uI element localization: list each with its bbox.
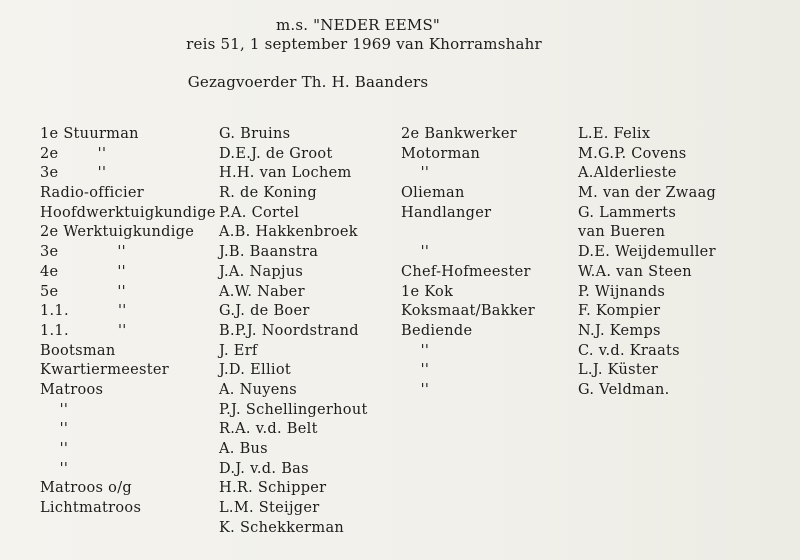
crew-rank: 1e Stuurman [40, 126, 139, 142]
crew-rank: 2e Werktuigkundige [40, 224, 195, 241]
crew-name: C. v.d. Kraats [578, 342, 680, 359]
crew-name: G. Lammerts [578, 204, 677, 221]
crew-rank: Koksmaat/Bakker [401, 303, 536, 320]
crew-rank: '' [401, 381, 430, 398]
crew-rank: 1e Kok [401, 283, 454, 300]
crew-name: L.E. Felix [578, 126, 651, 142]
crew-rank: '' [40, 421, 69, 438]
crew-name: A.W. Naber [219, 283, 305, 300]
crew-rank: Bootsman [40, 342, 116, 359]
crew-rank: 5e '' [40, 283, 126, 300]
crew-name: W.A. van Steen [578, 263, 692, 280]
right-name-column [578, 125, 716, 401]
crew-rank: '' [401, 362, 430, 379]
crew-name: D.E.J. de Groot [219, 145, 333, 162]
crew-name: F. Kompier [578, 303, 661, 320]
crew-rank: Lichtmatroos [40, 500, 142, 517]
crew-name: L.J. Küster [578, 362, 659, 379]
crew-name: R. de Koning [219, 185, 317, 202]
crew-rank: 1.1. '' [40, 322, 127, 339]
crew-rank: '' [40, 401, 69, 418]
crew-name: J. Erf [219, 342, 258, 359]
crew-name: H.R. Schipper [219, 480, 327, 497]
crew-name: M. van der Zwaag [578, 185, 717, 202]
crew-name: L.M. Steijger [219, 500, 320, 517]
crew-name: D.J. v.d. Bas [219, 460, 309, 477]
ship-name: m.s. "NEDER EEMS" [275, 16, 441, 34]
crew-rank: 2e Bankwerker [401, 126, 517, 142]
crew-name: van Bueren [578, 224, 666, 241]
crew-rank: 3e '' [40, 165, 107, 182]
crew-rank: Matroos [40, 381, 104, 398]
crew-name: G. Veldman. [578, 381, 670, 398]
crew-rank: Radio-officier [40, 185, 145, 202]
crew-rank: 1.1. '' [40, 303, 127, 320]
crew-rank: '' [401, 165, 430, 182]
crew-rank: '' [40, 460, 69, 477]
crew-rank: '' [401, 244, 430, 261]
crew-name: N.J. Kemps [578, 322, 661, 339]
crew-rank: 4e '' [40, 263, 126, 280]
crew-name: A.B. Hakkenbroek [219, 224, 358, 241]
crew-rank: '' [40, 441, 69, 457]
crew-name: J.A. Napjus [219, 263, 304, 280]
crew-name: P.A. Cortel [219, 204, 300, 221]
left-name-column [219, 125, 368, 538]
crew-name: G.J. de Boer [219, 303, 310, 320]
crew-name: A.Alderlieste [578, 165, 677, 182]
crew-name: P.J. Schellingerhout [219, 401, 368, 418]
crew-rank: Matroos o/g [40, 480, 132, 497]
crew-rank: Motorman [401, 145, 481, 162]
crew-name: R.A. v.d. Belt [219, 421, 318, 438]
crew-rank [40, 519, 216, 539]
crew-rank: Handlanger [401, 204, 492, 221]
crew-name: J.D. Elliot [219, 362, 291, 379]
captain-line: Gezagvoerder Th. H. Baanders [187, 73, 429, 91]
crew-name: G. Bruins [219, 126, 291, 142]
right-rank-column [401, 125, 535, 401]
crew-rank: Kwartiermeester [40, 362, 169, 379]
crew-name: J.B. Baanstra [219, 244, 319, 261]
crew-rank: Olieman [401, 185, 465, 202]
crew-rank: Bediende [401, 322, 473, 339]
crew-rank: 2e '' [40, 145, 107, 162]
crew-rank: Hoofdwerktuigkundige [40, 204, 216, 221]
crew-name: B.P.J. Noordstrand [219, 322, 359, 339]
crew-name: A. Nuyens [219, 381, 297, 398]
left-rank-column [40, 125, 216, 538]
crew-name: D.E. Weijdemuller [578, 244, 716, 261]
crew-rank: 3e '' [40, 244, 126, 261]
crew-name: M.G.P. Covens [578, 145, 687, 162]
crew-rank [401, 223, 535, 243]
crew-name: A. Bus [219, 441, 268, 457]
crew-name: K. Schekkerman [219, 519, 345, 536]
crew-rank: '' [401, 342, 430, 359]
crew-rank: Chef-Hofmeester [401, 263, 531, 280]
crew-name: H.H. van Lochem [219, 165, 352, 182]
crew-name: P. Wijnands [578, 283, 666, 300]
voyage-line: reis 51, 1 september 1969 van Khorramshahr [186, 35, 542, 53]
